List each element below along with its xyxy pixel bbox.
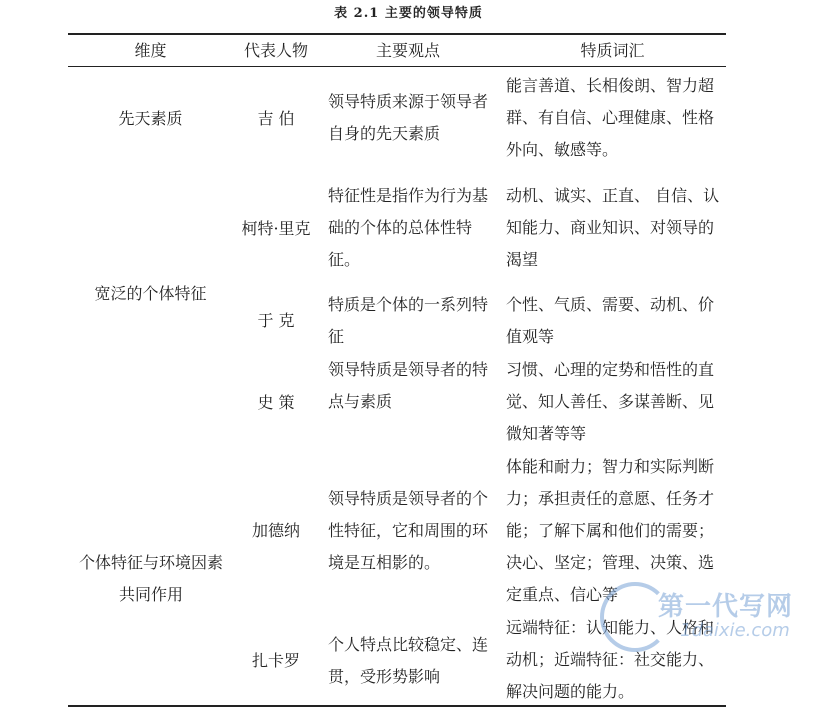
table-cell-traits: 远端特征：认知能力、人格和动机；近端特征：社交能力、解决问题的能力。 [506,618,715,701]
table-cell-person: 吉 伯 [257,109,295,128]
table-cell-person: 史 策 [257,393,295,412]
header-view: 主要观点 [375,41,440,60]
table-cell-view: 特征性是指作为行为基础的个体的总体性特征。 [328,186,489,269]
watermark-title: 第一代写网 [658,592,794,622]
table-header-rule [68,66,726,67]
table-cell-traits: 个性、气质、需要、动机、价值观等 [506,295,715,346]
watermark-url: 1daixie.com [680,620,790,641]
table-cell-view: 领导特质来源于领导者自身的先天素质 [328,92,489,143]
table-cell-person: 加德纳 [251,521,300,540]
table-cell-dimension: 先天素质 [118,109,183,128]
table-cell-person: 柯特·里克 [241,219,311,238]
table-cell-view: 特质是个体的一系列特征 [328,295,489,346]
header-dimension: 维度 [134,41,167,60]
table-cell-traits: 体能和耐力；智力和实际判断力；承担责任的意愿、任务才能；了解下属和他们的需要；决心、坚定；管理、决策、选定重点、信心等 [506,457,715,604]
table-top-rule [68,33,726,35]
table-cell-traits: 能言善道、长相俊朗、智力超群、有自信、心理健康、性格外向、敏感等。 [506,76,715,159]
table-cell-view: 个人特点比较稳定、连贯，受形势影响 [328,635,489,686]
table-cell-view: 领导特质是领导者的特点与素质 [328,360,489,411]
table-cell-traits: 动机、诚实、正直、 自信、认知能力、商业知识、对领导的渴望 [506,186,720,269]
table-cell-person: 于 克 [257,311,295,330]
header-person: 代表人物 [243,41,308,60]
table-cell-view: 领导特质是领导者的个性特征，它和周围的环境是互相影的。 [328,489,489,572]
table-cell-dimension: 个体特征与环境因素共同作用 [78,553,223,604]
table-cell-traits: 习惯、心理的定势和悟性的直觉、知人善任、多谋善断、见微知著等等 [506,360,715,443]
table-cell-person: 扎卡罗 [251,651,300,670]
table-caption: 表 2.1 主要的领导特质 [334,6,483,21]
table-cell-dimension: 宽泛的个体特征 [94,284,207,303]
header-traits: 特质词汇 [580,41,645,60]
